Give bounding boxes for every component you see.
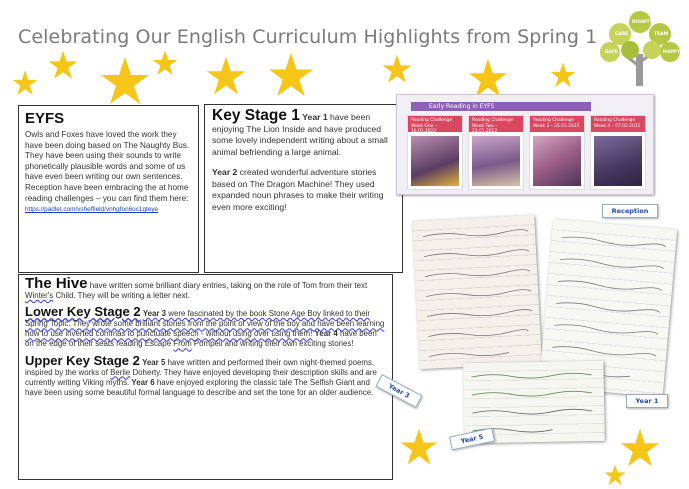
year5-label: Year 5 (142, 357, 166, 367)
star-icon (100, 56, 150, 106)
reading-card (468, 115, 524, 190)
ks1-heading: Key Stage 1 (212, 107, 300, 124)
logo-label: SAFE (605, 50, 618, 55)
reading-card-title: Reading Challenge Week Two – 23.01.2022 (469, 116, 523, 132)
eyfs-body: Owls and Foxes have loved the work they have been doing based on The Naughty Bus. They have been using their sounds to write phonetically plausible words and some of us have even been writing our own sentences. (25, 130, 190, 182)
year2-text: created wonderful adventure stories based on The Dragon Machine! They used expanded noun phrases to make their writing even more exciting! (212, 166, 384, 212)
logo-label: CARE (615, 32, 629, 37)
year3-label: Year 3 (142, 309, 167, 319)
writing-sample-photo (412, 215, 542, 369)
uks2-heading: Upper Key Stage 2 (25, 352, 140, 368)
star-icon (268, 52, 314, 98)
year3-text: were fascinated by the book Stone Age Boy linked to their Spring Topic. They wrote some brilliant stories from the point of view of the boy and have been learning how to use inverted commas to punctuate speech - without using over using them! (25, 309, 385, 339)
star-icon (206, 56, 246, 96)
star-icon (604, 464, 626, 486)
page-title: Celebrating Our English Curriculum Highlights from Spring 1 (18, 26, 598, 48)
year1-label: Year 1 (302, 112, 328, 122)
reading-card (590, 115, 646, 190)
reading-card-title: Reading Challenge Week One – 16.01.2022 (408, 116, 462, 132)
year5-text-mid: Doherty. They have enjoyed developing their description skills and are currently writing Viking myths. (25, 367, 377, 387)
hive-heading: The Hive (25, 275, 88, 292)
star-icon (550, 62, 576, 88)
child-reading-photo (594, 136, 642, 186)
logo-label: DIGNITY (632, 20, 653, 25)
child-reading-photo (533, 136, 581, 186)
reading-challenge-screenshot (396, 94, 654, 195)
year1-text: have been enjoying The Lion Inside and have produced some lovely independent writing about a small animal befriending a large animal. (212, 112, 388, 158)
year4-text: have been on the edge of their seats reading Escape (25, 329, 377, 349)
star-icon (152, 50, 178, 76)
reading-card (529, 115, 585, 190)
reading-card-title: Reading Challenge Week 3 – 31.01.2022 (530, 116, 584, 132)
hive-text-end: Child. They will be writing a letter next. (53, 291, 190, 301)
year6-label: Year 6 (131, 377, 155, 387)
reception-tag: Reception (602, 204, 658, 218)
year2-label: Year 2 (212, 166, 238, 177)
reading-card-title: Reading Challenge Week 4 – 07.02.2022 (591, 116, 645, 132)
star-icon (468, 58, 508, 98)
reading-banner: Early Reading in EYFS (411, 102, 591, 111)
eyfs-heading: EYFS (25, 110, 65, 127)
logo-label: HAPPY (663, 50, 681, 55)
star-icon (382, 54, 412, 84)
logo-label: TEAM (654, 32, 669, 37)
year4-from: From (173, 339, 192, 349)
child-reading-photo (472, 136, 520, 186)
hive-book-title: Winter's (25, 291, 54, 301)
star-icon (400, 428, 438, 466)
lks2-heading: Lower Key Stage 2 (25, 304, 141, 320)
star-icon (620, 428, 660, 468)
year4-label: Year 4 (314, 329, 338, 339)
padlet-link[interactable]: https://padlet.com/vsheffield/vnhgfon6oc1gteye (25, 206, 159, 214)
star-icon (48, 50, 78, 80)
school-tree-logo (596, 6, 684, 88)
year3-tag: Year 3 (375, 374, 422, 408)
year5-author: Berlie (110, 367, 131, 377)
hive-ks2-section (18, 274, 393, 480)
year6-text: have enjoyed exploring the classic tale The Selfish Giant and have been using some beautiful formal language to describe and set the tone for an older audience. (25, 377, 374, 397)
year5-tag: Year 5 (449, 428, 495, 451)
child-reading-photo (411, 136, 459, 186)
year1-tag: Year 1 (626, 394, 668, 408)
eyfs-body-reading: Reception have been embracing the at home reading challenges – you can find them here: (25, 182, 189, 203)
reading-card (407, 115, 463, 190)
eyfs-section (18, 105, 199, 273)
year4-text-end: Pompeii and writing their own exciting stories! (191, 339, 354, 349)
star-icon (12, 70, 38, 96)
ks1-section (204, 104, 403, 273)
hive-text: have written some brilliant diary entries, taking on the role of Tom from their text (87, 281, 368, 290)
year5-text: have written and performed their own night-themed poems, inspired by the works of (25, 357, 375, 377)
